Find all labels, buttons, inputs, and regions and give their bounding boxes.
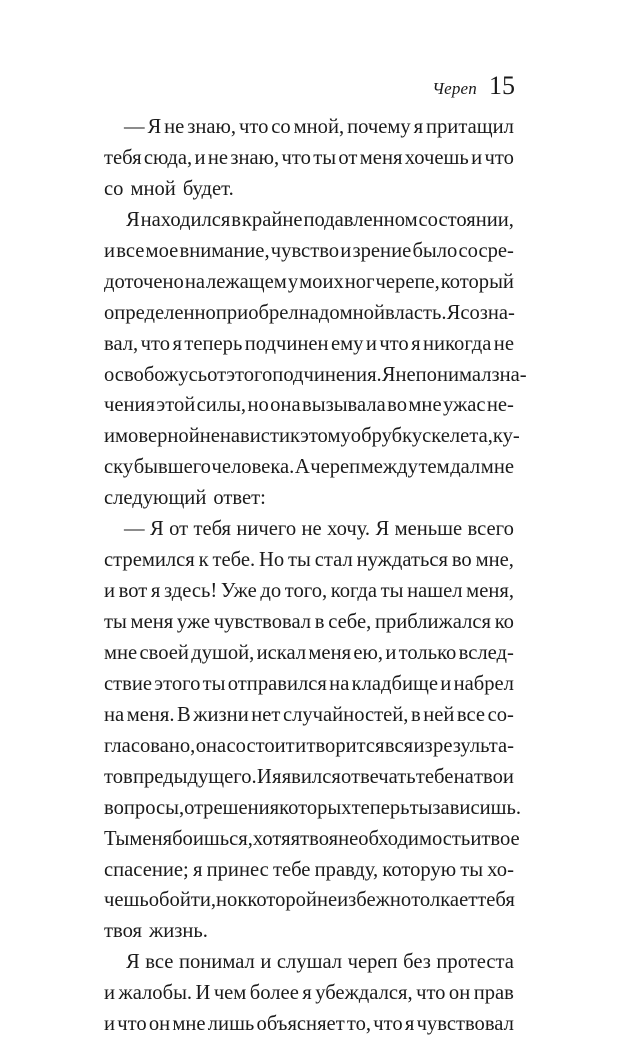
text-line: вал, что я теперь подчинен ему и что я никогда не [104, 332, 514, 355]
text-line: и что он мне лишь объясняет то, что я чувствовал [104, 1013, 514, 1036]
text-line: Я все понимал и слушал череп без протеста [126, 951, 514, 974]
text-line: — Я не знаю, что со мной, почему я притащил [124, 116, 514, 138]
text-line: тов предыдущего. И я явился отвечать тебе на твои [104, 765, 514, 788]
text-line: на меня. В жизни нет случайностей, в ней все со- [104, 703, 514, 726]
text-line: имоверной ненависти к этому обрубку скелета, ку- [104, 425, 520, 448]
text-line: доточено на лежащем у моих ног черепе, который [104, 270, 514, 293]
text-line: ску бывшего человека. А череп между тем дал мне [104, 456, 514, 479]
text-line: Ты меня боишься, хотя я твоя необходимость и твое [104, 827, 520, 850]
text-line: твоя жизнь. [104, 920, 208, 943]
text-line: определенно приобрел надо мной власть. Я созна- [104, 301, 515, 324]
running-title: Череп [432, 79, 477, 98]
running-head [432, 73, 515, 99]
body-text [104, 112, 527, 1040]
text-line: вопросы, от решения которых теперь ты зависишь. [104, 796, 522, 819]
page-number: 15 [489, 71, 515, 100]
text-line: Я находился в крайне подавленном состоянии, [126, 208, 514, 231]
narration-paragraph [104, 205, 527, 514]
text-line: со мной будет. [104, 177, 234, 200]
narration-paragraph [104, 947, 514, 1040]
text-line: — Я от тебя ничего не хочу. Я меньше всего [124, 518, 514, 541]
text-line: стремился к тебе. Но ты стал нуждаться во мне, [104, 549, 514, 572]
text-line: следующий ответ: [104, 487, 266, 510]
dialogue-paragraph [104, 514, 522, 947]
text-line: гласовано, она состоит и творится вся из результа- [104, 734, 514, 757]
text-line: чешь обойти, но к которой неизбежно толкает тебя [104, 889, 515, 912]
text-line: чения этой силы, но она вызывала во мне ужас не- [104, 394, 514, 417]
text-line: ты меня уже чувствовал в себе, приближался ко [104, 611, 514, 633]
text-line: и жалобы. И чем более я убеждался, что он прав [104, 982, 514, 1005]
dialogue-paragraph [104, 112, 514, 205]
text-line: и все мое внимание, чувство и зрение было сосре- [104, 239, 514, 262]
text-line: освобожусь от этого подчинения. Я не понимал зна- [104, 363, 527, 386]
text-line: спасение; я принес тебе правду, которую ты хо- [104, 858, 514, 881]
text-line: тебя сюда, и не знаю, что ты от меня хочешь и что [104, 146, 514, 169]
text-line: ствие этого ты отправился на кладбище и набрел [104, 672, 514, 695]
text-line: мне своей душой, искал меня ею, и только вслед- [104, 641, 514, 664]
text-line: и вот я здесь! Уже до того, когда ты нашел меня, [104, 580, 514, 603]
